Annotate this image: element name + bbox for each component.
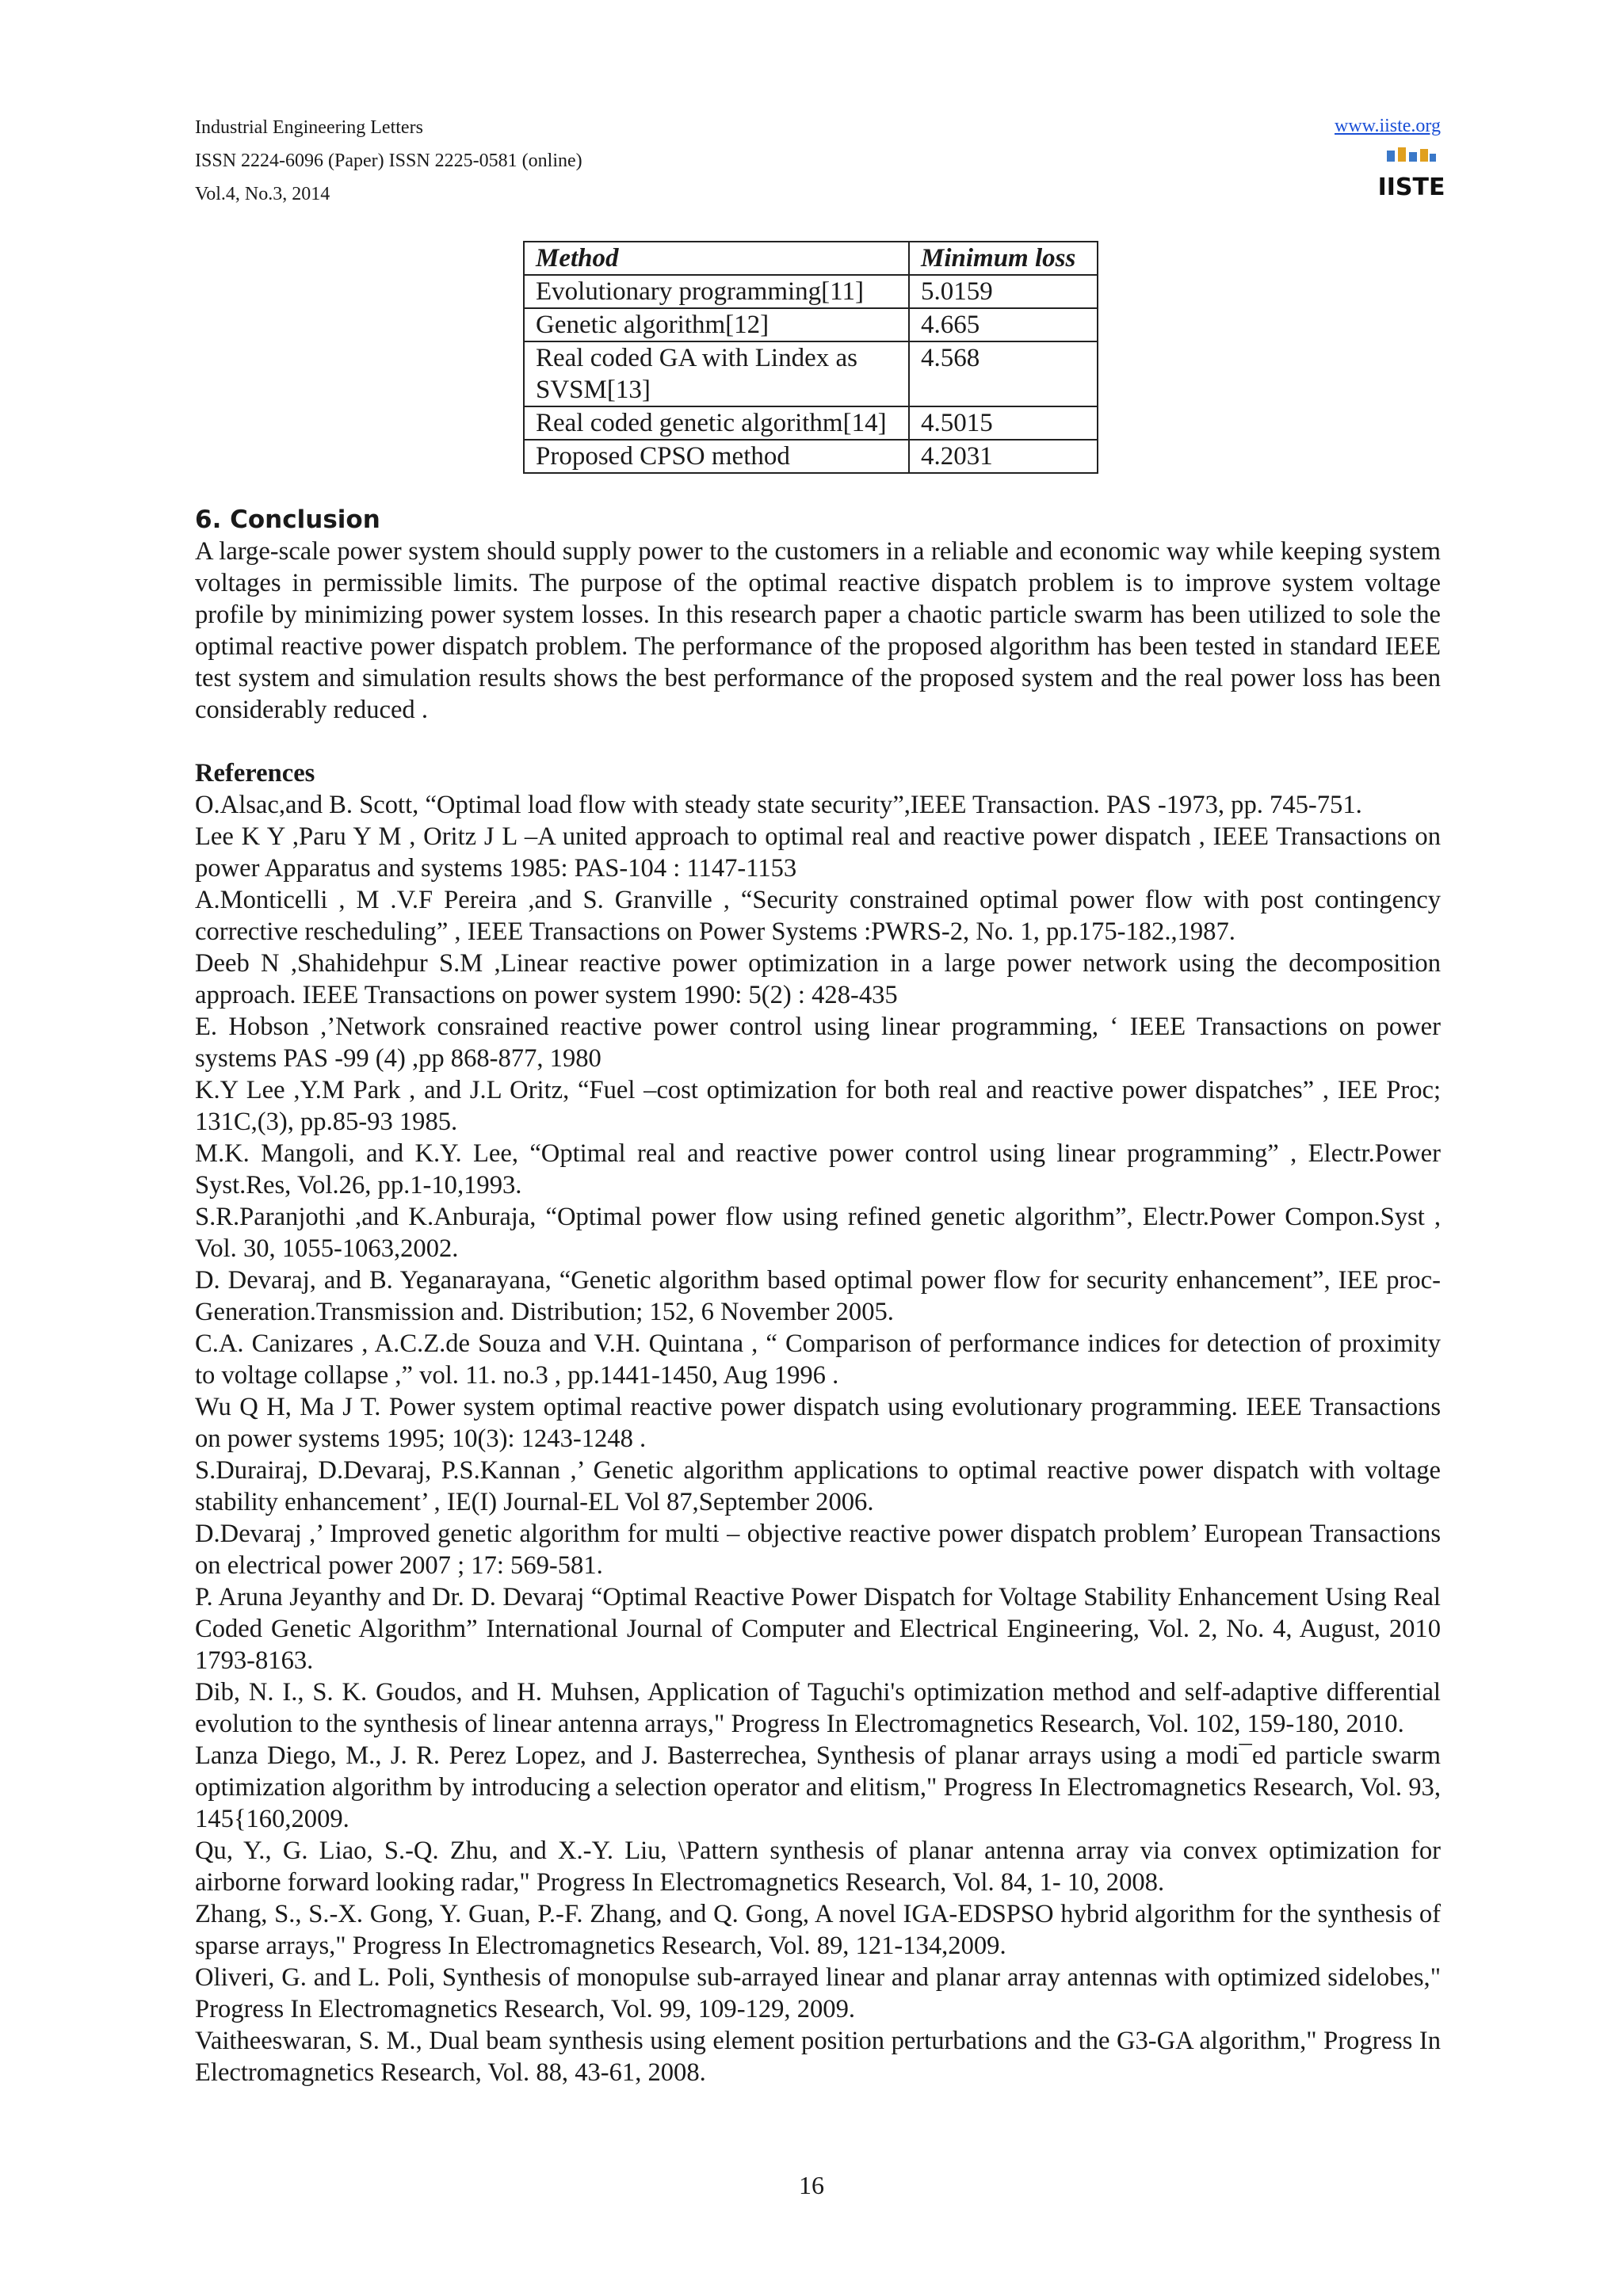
method-cell: Real coded genetic algorithm[14] — [524, 406, 909, 440]
reference-item: A.Monticelli , M .V.F Pereira ,and S. Granville , “Security constrained optimal power flow with post contingency corrective rescheduling” , IEEE Transactions on Power Systems :PWRS-2, No. 1, pp.175-182.,1987. — [195, 886, 1441, 946]
reference-item: Lee K Y ,Paru Y M , Oritz J L –A united approach to optimal real and reactive power dispatch , IEEE Transactions on power Apparatus and systems 1985: PAS-104 : 1147-1153 — [195, 822, 1441, 883]
method-cell: Proposed CPSO method — [524, 440, 909, 473]
column-header-method: Method — [524, 242, 909, 275]
conclusion-heading: 6. Conclusion — [195, 505, 380, 534]
website-link[interactable]: www.iiste.org — [1335, 116, 1441, 136]
loss-cell: 4.5015 — [909, 406, 1098, 440]
table-row — [524, 341, 1098, 406]
reference-item: Vaitheeswaran, S. M., Dual beam synthesis using element position perturbations and the G3-GA algorithm," Progress In Electromagnetics Research, Vol. 88, 43-61, 2008. — [195, 2027, 1441, 2087]
loss-cell: 4.2031 — [909, 440, 1098, 473]
reference-item: P. Aruna Jeyanthy and Dr. D. Devaraj “Optimal Reactive Power Dispatch for Voltage Stability Enhancement Using Real Coded Genetic Algorithm” International Journal of Computer and Electrical Engineering, Vol. 2, No. 4, August, 2010 1793-8163. — [195, 1583, 1441, 1675]
table-row — [524, 308, 1098, 341]
reference-item: K.Y Lee ,Y.M Park , and J.L Oritz, “Fuel –cost optimization for both real and reactive power dispatches” , IEE Proc; 131C,(3), pp.85-93 1985. — [195, 1076, 1441, 1136]
reference-item: S.R.Paranjothi ,and K.Anburaja, “Optimal power flow using refined genetic algorithm”, Electr.Power Compon.Syst , Vol. 30, 1055-1063,2002. — [195, 1203, 1441, 1263]
issn-line: ISSN 2224-6096 (Paper) ISSN 2225-0581 (online) — [195, 151, 582, 171]
reference-item: Wu Q H, Ma J T. Power system optimal reactive power dispatch using evolutionary programming. IEEE Transactions on power systems 1995; 10(3): 1243-1248 . — [195, 1393, 1441, 1453]
table-row — [524, 406, 1098, 440]
volume-line: Vol.4, No.3, 2014 — [195, 184, 330, 204]
reference-item: Oliveri, G. and L. Poli, Synthesis of monopulse sub-arrayed linear and planar array antennas with optimized sidelobes," Progress In Electromagnetics Research, Vol. 99, 109-129, 2009. — [195, 1963, 1441, 2023]
reference-item: Lanza Diego, M., J. R. Perez Lopez, and J. Basterrechea, Synthesis of planar arrays using a modi¯ed particle swarm optimization algorithm by introducing a selection operator and elitism," Progress In Electromagnetics Research, Vol. 93, 145{160,2009. — [195, 1741, 1441, 1833]
iiste-logo-icon — [1377, 146, 1445, 203]
reference-item: E. Hobson ,’Network consrained reactive power control using linear programming, ‘ IEEE Transactions on power systems PAS -99 (4) ,pp 868-877, 1980 — [195, 1013, 1441, 1073]
reference-item: Zhang, S., S.-X. Gong, Y. Guan, P.-F. Zhang, and Q. Gong, A novel IGA-EDSPSO hybrid algorithm for the synthesis of sparse arrays," Progress In Electromagnetics Research, Vol. 89, 121-134,2009. — [195, 1900, 1441, 1960]
loss-cell: 4.568 — [909, 341, 1098, 406]
method-cell: Evolutionary programming[11] — [524, 275, 909, 308]
method-cell: Real coded GA with Lindex as SVSM[13] — [524, 341, 909, 406]
table-row — [524, 275, 1098, 308]
table-header-row — [524, 242, 1098, 275]
loss-cell: 4.665 — [909, 308, 1098, 341]
results-table — [523, 241, 1098, 474]
reference-item: M.K. Mangoli, and K.Y. Lee, “Optimal real and reactive power control using linear programming” , Electr.Power Syst.Res, Vol.26, pp.1-10,1993. — [195, 1139, 1441, 1199]
reference-item: D. Devaraj, and B. Yeganarayana, “Genetic algorithm based optimal power flow for security enhancement”, IEE proc-Generation.Transmission and. Distribution; 152, 6 November 2005. — [195, 1266, 1441, 1326]
journal-name: Industrial Engineering Letters — [195, 117, 423, 138]
table-row — [524, 440, 1098, 473]
reference-item: O.Alsac,and B. Scott, “Optimal load flow with steady state security”,IEEE Transaction. PAS -1973, pp. 745-751. — [195, 791, 1362, 819]
references-heading: References — [195, 759, 315, 788]
svg-text:IISTE: IISTE — [1377, 174, 1445, 201]
reference-item: D.Devaraj ,’ Improved genetic algorithm for multi – objective reactive power dispatch problem’ European Transactions on electrical power 2007 ; 17: 569-581. — [195, 1520, 1441, 1580]
reference-item: S.Durairaj, D.Devaraj, P.S.Kannan ,’ Genetic algorithm applications to optimal reactive power dispatch with voltage stability enhancement’ , IE(I) Journal-EL Vol 87,September 2006. — [195, 1456, 1441, 1516]
reference-item: Dib, N. I., S. K. Goudos, and H. Muhsen, Application of Taguchi's optimization method and self-adaptive differential evolution to the synthesis of linear antenna arrays," Progress In Electromagnetics Research, Vol. 102, 159-180, 2010. — [195, 1678, 1441, 1738]
loss-cell: 5.0159 — [909, 275, 1098, 308]
method-cell: Genetic algorithm[12] — [524, 308, 909, 341]
reference-item: Qu, Y., G. Liao, S.-Q. Zhu, and X.-Y. Liu, \Pattern synthesis of planar antenna array via convex optimization for airborne forward looking radar," Progress In Electromagnetics Research, Vol. 84, 1- 10, 2008. — [195, 1836, 1441, 1897]
conclusion-paragraph: A large-scale power system should supply power to the customers in a reliable and economic way while keeping system voltages in permissible limits. The purpose of the optimal reactive dispatch problem is to improve system voltage profile by minimizing power system losses. In this research paper a chaotic particle swarm has been utilized to sole the optimal reactive power dispatch problem. The performance of the proposed algorithm has been tested in standard IEEE test system and simulation results shows the best performance of the proposed system and the real power loss has been considerably reduced . — [195, 537, 1441, 724]
page-number: 16 — [799, 2171, 824, 2199]
reference-item: C.A. Canizares , A.C.Z.de Souza and V.H. Quintana , “ Comparison of performance indices for detection of proximity to voltage collapse ,” vol. 11. no.3 , pp.1441-1450, Aug 1996 . — [195, 1329, 1441, 1390]
column-header-minimum-loss: Minimum loss — [909, 242, 1098, 275]
references-list — [195, 789, 1441, 2088]
reference-item: Deeb N ,Shahidehpur S.M ,Linear reactive power optimization in a large power network using the decomposition approach. IEEE Transactions on power system 1990: 5(2) : 428-435 — [195, 949, 1441, 1009]
